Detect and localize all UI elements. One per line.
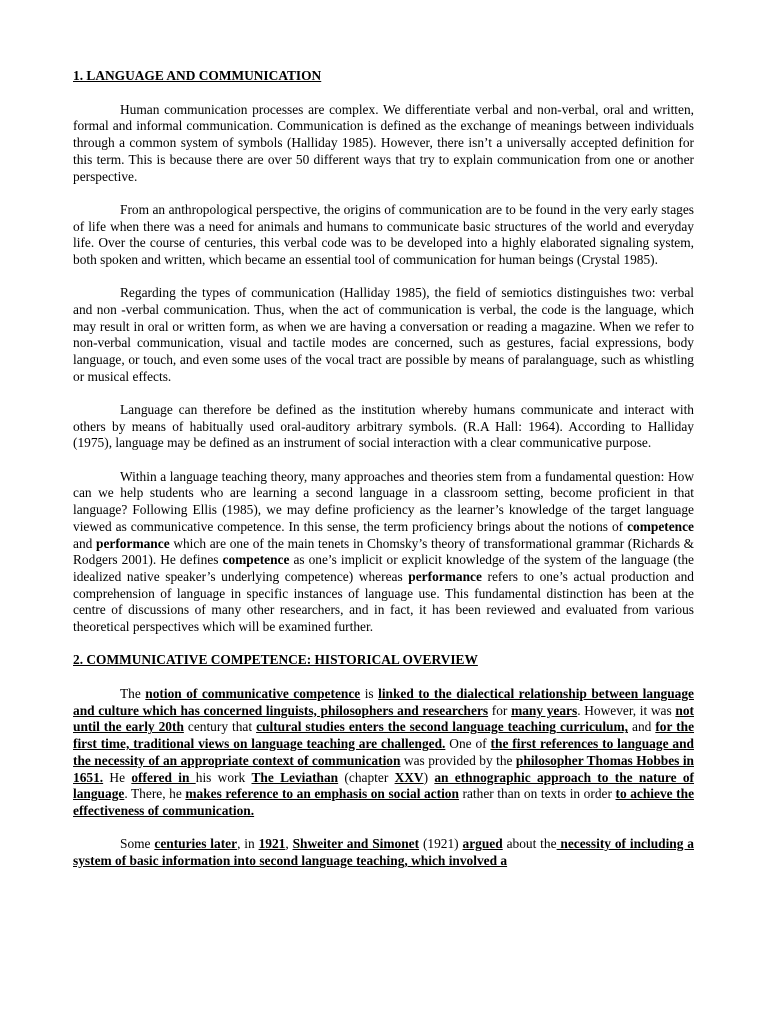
text-run: was provided by the (400, 752, 516, 768)
text-run: , in (237, 836, 259, 852)
text-run: ) (423, 769, 435, 785)
text-run: rather than on texts in order (458, 786, 616, 802)
underlined-phrase: 1921 (258, 836, 286, 852)
underlined-phrase: for the first time, traditional views on language teaching are challenged. (73, 719, 695, 752)
text-run: The (120, 686, 146, 702)
text-run: Within a language teaching theory, many approaches and theories stem from a fundamental question: How can we help students who are learning a second language in a classroom setting, become proficient in that language? Following Ellis (1985), we may define proficiency as the learner’s knowledge of the target language viewed as communicative competence. In this sense, the term proficiency brings about the notions of (73, 468, 694, 534)
underlined-phrase: philosopher Thomas Hobbes in 1651. (73, 752, 694, 785)
text-run: (chapter (338, 769, 395, 785)
text-run: for (488, 702, 512, 718)
paragraph-anthropological-perspective: From an anthropological perspective, the origins of communication are to be found in the very early stages of life when there was a need for animals and humans to communicate basic structures of the world and everyday life. Over the course of centuries, this verbal code was to be developed into a highly elaborated signaling system, both spoken and written, which became an essential tool of communication for human beings (Crystal 1985). (73, 201, 694, 267)
underlined-phrase: an ethnographic approach to the nature of language (73, 769, 695, 802)
document-page (73, 68, 694, 870)
bold-term-performance: performance (408, 568, 482, 584)
text-run: One of (445, 736, 491, 752)
text-run: century that (183, 719, 257, 735)
paragraph-language-teaching-theory (73, 469, 694, 636)
text-run: about the (502, 836, 557, 852)
underlined-phrase: linked to the dialectical relationship between language and culture which has concerned linguists, philosophers and researchers (73, 686, 694, 718)
bold-term-performance: performance (96, 535, 170, 551)
underlined-phrase: Shweiter and Simonet (292, 836, 420, 852)
text-run: refers to one’s actual production and comprehension of language in specific instances of language use. This fundamental distinction has been at the centre of discussions of many other researchers, and in fact, it has been reviewed and evaluated from various theoretical perspectives which will be examined further. (73, 568, 695, 635)
paragraph-language-definition: Language can therefore be defined as the institution whereby humans communicate and interact with others by means of habitually used oral-auditory arbitrary symbols. (R.A Hall: 1964). According to Halliday (1975), language may be defined as an instrument of social interaction with a clear communicative purpose. (73, 402, 694, 451)
underlined-phrase: necessity of including a system of basic information into second language teaching, which involved a (73, 836, 695, 868)
paragraph-communication-processes: Human communication processes are complex. We differentiate verbal and non-verbal, oral and written, formal and informal communication. Communication is defined as the exchange of meanings between individuals through a common system of symbols (Halliday 1985). However, there isn’t a universally accepted definition for this term. This is because there are over 50 different ways that try to explain communication from one or another perspective. (73, 101, 694, 184)
underlined-phrase: XXV (394, 769, 424, 785)
text-run: and (628, 719, 656, 735)
text-run: is (360, 686, 379, 702)
underlined-phrase: many years (511, 702, 578, 718)
text-run: (1921) (419, 836, 463, 852)
text-run: , (285, 836, 293, 852)
section-heading-communicative-competence: 2. COMMUNICATIVE COMPETENCE: HISTORICAL OVERVIEW (73, 652, 478, 668)
underlined-phrase: cultural studies enters the second language teaching curriculum, (256, 719, 629, 735)
underlined-phrase: The Leviathan (251, 769, 339, 785)
bold-term-competence: competence (222, 552, 290, 568)
underlined-phrase: not until the early 20th (73, 702, 694, 735)
text-run: He (103, 769, 132, 785)
text-run: as one’s implicit or explicit knowledge of the system of the language (the idealized native speaker’s underlying competence) whereas (73, 552, 694, 584)
underlined-phrase: makes reference to an emphasis on social action (185, 786, 459, 802)
text-run: and (73, 535, 97, 551)
underlined-phrase: the first references to language and the necessity of an appropriate context of communication (73, 736, 695, 768)
underlined-phrase: offered in (131, 769, 196, 785)
underlined-phrase: notion of communicative competence (145, 686, 361, 702)
text-run: Some (120, 836, 155, 852)
underlined-phrase: to achieve the effectiveness of communication. (73, 786, 695, 818)
underlined-phrase: centuries later (154, 836, 238, 852)
paragraph-notion-communicative-competence (73, 686, 694, 820)
bold-term-competence: competence (627, 518, 694, 534)
text-run: which are one of the main tenets in Chomsky’s theory of transformational grammar (Richards & Rodgers 2001). He defines (73, 535, 694, 568)
paragraph-centuries-later (73, 836, 694, 869)
paragraph-types-of-communication: Regarding the types of communication (Halliday 1985), the field of semiotics distinguishes two: verbal and non -verbal communication. Thus, when the act of communication is verbal, the code is the language, which may result in oral or written form, as when we are having a conversation or reading a magazine. When we refer to non-verbal communication, visual and tactile modes are concerned, such as gestures, facial expressions, body language, or touch, and even some uses of the vocal tract are possible by means of paralanguage, such as whistling or musical effects. (73, 285, 694, 384)
section-heading-language-communication: 1. LANGUAGE AND COMMUNICATION (73, 68, 322, 83)
underlined-phrase: argued (462, 836, 503, 852)
text-run: . However, it was (577, 702, 676, 718)
text-run: . There, he (124, 786, 186, 802)
text-run: his work (195, 769, 252, 785)
